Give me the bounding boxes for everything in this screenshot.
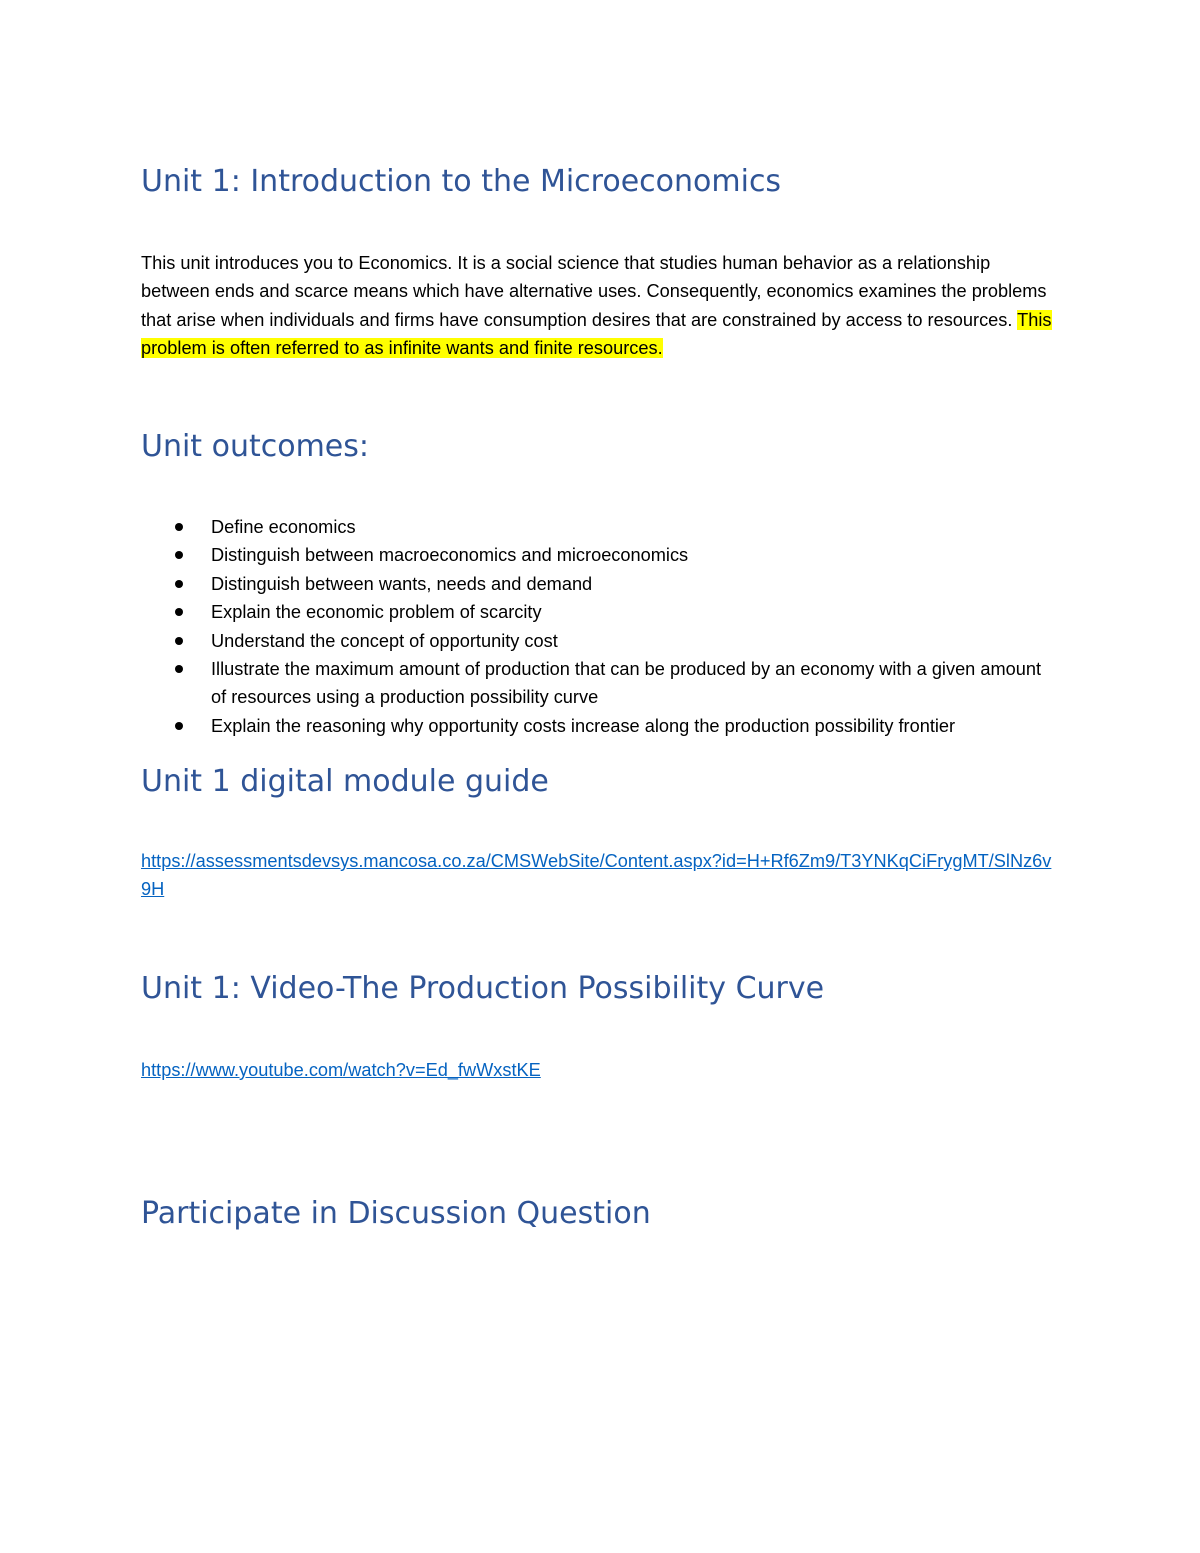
bullet-icon [175,608,183,616]
outcome-item [141,712,1061,740]
unit-intro-heading: Unit 1: Introduction to the Microeconomics [141,164,782,199]
bullet-icon [175,580,183,588]
unit-outcomes-heading: Unit outcomes: [141,429,370,464]
bullet-icon [175,523,183,531]
outcome-text: Explain the reasoning why opportunity costs increase along the production possibility frontier [211,715,956,736]
highlighted-sentence: This problem is often referred to as infinite wants and finite resources. [141,309,1052,359]
outcome-item [141,655,1061,712]
unit-intro-paragraph [141,249,1061,363]
unit-intro-body-text: This unit introduces you to Economics. It is a social science that studies human behavior as a relationship between ends and scarce means which have alternative uses. Consequently, economics examines the problems that arise when individuals and firms have consumption desires that are constrained by access to resources. [141,253,1047,330]
outcome-item [141,570,1061,598]
outcome-text: Distinguish between macroeconomics and microeconomics [211,545,689,566]
video-heading: Unit 1: Video-The Production Possibility Curve [141,971,825,1006]
outcome-item [141,627,1061,655]
outcome-item [141,541,1061,569]
outcome-text: Illustrate the maximum amount of production that can be produced by an economy with a given amount of resources using a production possibility curve [211,659,1042,708]
bullet-icon [175,665,183,673]
outcome-text: Explain the economic problem of scarcity [211,602,542,623]
outcome-item [141,598,1061,626]
unit-outcomes-list [141,513,1061,740]
bullet-icon [175,637,183,645]
outcome-text: Define economics [211,517,356,537]
bullet-icon [175,551,183,559]
outcome-text: Distinguish between wants, needs and demand [211,573,593,594]
video-link[interactable]: https://www.youtube.com/watch?v=Ed_fwWxstKE [141,1060,541,1080]
bullet-icon [175,722,183,730]
outcome-item [141,513,1061,541]
discussion-heading: Participate in Discussion Question [141,1196,651,1231]
outcome-text: Understand the concept of opportunity cost [211,630,558,651]
module-guide-link[interactable]: https://assessmentsdevsys.mancosa.co.za/CMSWebSite/Content.aspx?id=H+Rf6Zm9/T3YNKqCiFrygMT/SlNz6v9H [141,851,1052,900]
module-guide-heading: Unit 1 digital module guide [141,764,549,799]
